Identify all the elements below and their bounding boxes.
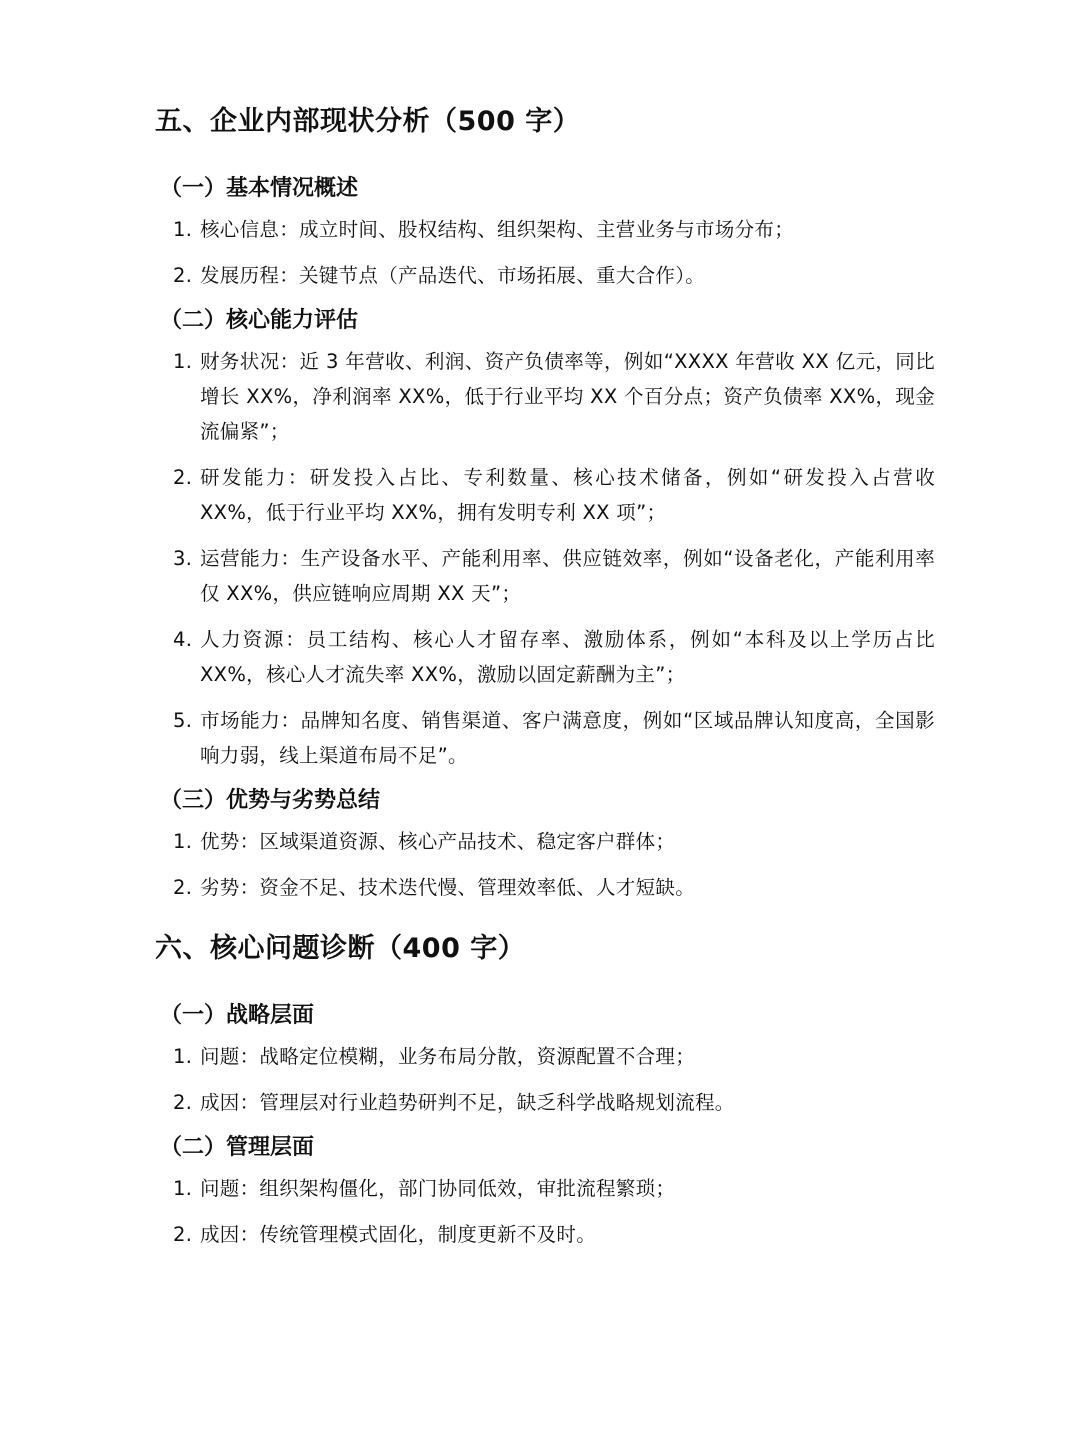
- list-item: [155, 1085, 935, 1120]
- subsection-core-capability: [155, 304, 935, 773]
- item-list: [155, 824, 935, 905]
- section-title-5: 五、企业内部现状分析（500 字）: [155, 106, 581, 137]
- subsection-title: （三）优势与劣势总结: [160, 788, 381, 813]
- item-number: 1.: [173, 1177, 193, 1200]
- item-text: 成因：管理层对行业趋势研判不足，缺乏科学战略规划流程。: [200, 1091, 735, 1114]
- subsection-basic-overview: [155, 172, 935, 293]
- list-item: [155, 870, 935, 905]
- subsection-management: [155, 1131, 935, 1252]
- item-number: 1.: [173, 830, 193, 853]
- section-title-6: 六、核心问题诊断（400 字）: [155, 933, 526, 964]
- item-number: 2.: [173, 876, 193, 899]
- item-text: 成因：传统管理模式固化，制度更新不及时。: [200, 1223, 597, 1246]
- item-number: 3.: [173, 547, 193, 570]
- list-item: [155, 212, 935, 247]
- list-item: [155, 1039, 935, 1074]
- item-text: 人力资源：员工结构、核心人才留存率、激励体系，例如“本科及以上学历占比 XX%，核心人才流失率 XX%，激励以固定薪酬为主”；: [200, 628, 935, 686]
- item-number: 2.: [173, 466, 193, 489]
- list-item: [155, 344, 935, 449]
- list-item: [155, 541, 935, 611]
- item-number: 2.: [173, 1223, 193, 1246]
- list-item: [155, 824, 935, 859]
- item-list: [155, 1171, 935, 1252]
- subsection-title: （一）基本情况概述: [160, 176, 359, 201]
- item-text: 研发能力：研发投入占比、专利数量、核心技术储备，例如“研发投入占营收 XX%，低于行业平均 XX%，拥有发明专利 XX 项”；: [200, 466, 935, 524]
- item-number: 1.: [173, 1045, 193, 1068]
- subsection-title: （一）战略层面: [160, 1003, 315, 1028]
- item-number: 1.: [173, 218, 193, 241]
- item-list: [155, 344, 935, 773]
- item-text: 财务状况：近 3 年营收、利润、资产负债率等，例如“XXXX 年营收 XX 亿元，同比增长 XX%，净利润率 XX%，低于行业平均 XX 个百分点；资产负债率 XX%，现金流偏紧”；: [200, 350, 935, 443]
- item-list: [155, 1039, 935, 1120]
- item-text: 问题：战略定位模糊，业务布局分散，资源配置不合理；: [200, 1045, 696, 1068]
- list-item: [155, 703, 935, 773]
- list-item: [155, 1217, 935, 1252]
- list-item: [155, 258, 935, 293]
- item-text: 优势：区域渠道资源、核心产品技术、稳定客户群体；: [200, 830, 676, 853]
- item-text: 问题：组织架构僵化，部门协同低效，审批流程繁琐；: [200, 1177, 676, 1200]
- item-list: [155, 212, 935, 293]
- item-text: 核心信息：成立时间、股权结构、组织架构、主营业务与市场分布；: [200, 218, 795, 241]
- subsection-strategy: [155, 999, 935, 1120]
- subsection-strengths-weaknesses: [155, 784, 935, 905]
- item-text: 运营能力：生产设备水平、产能利用率、供应链效率，例如“设备老化，产能利用率仅 XX%，供应链响应周期 XX 天”；: [200, 547, 935, 605]
- item-text: 发展历程：关键节点（产品迭代、市场拓展、重大合作）。: [200, 264, 706, 287]
- subsection-title: （二）核心能力评估: [160, 308, 359, 333]
- item-text: 市场能力：品牌知名度、销售渠道、客户满意度，例如“区域品牌认知度高，全国影响力弱，线上渠道布局不足”。: [200, 709, 935, 767]
- item-number: 2.: [173, 264, 193, 287]
- item-number: 5.: [173, 709, 193, 732]
- list-item: [155, 622, 935, 692]
- document-content: [155, 100, 935, 1263]
- item-number: 1.: [173, 350, 193, 373]
- item-number: 2.: [173, 1091, 193, 1114]
- subsection-title: （二）管理层面: [160, 1135, 315, 1160]
- list-item: [155, 460, 935, 530]
- item-text: 劣势：资金不足、技术迭代慢、管理效率低、人才短缺。: [200, 876, 696, 899]
- list-item: [155, 1171, 935, 1206]
- item-number: 4.: [173, 628, 193, 651]
